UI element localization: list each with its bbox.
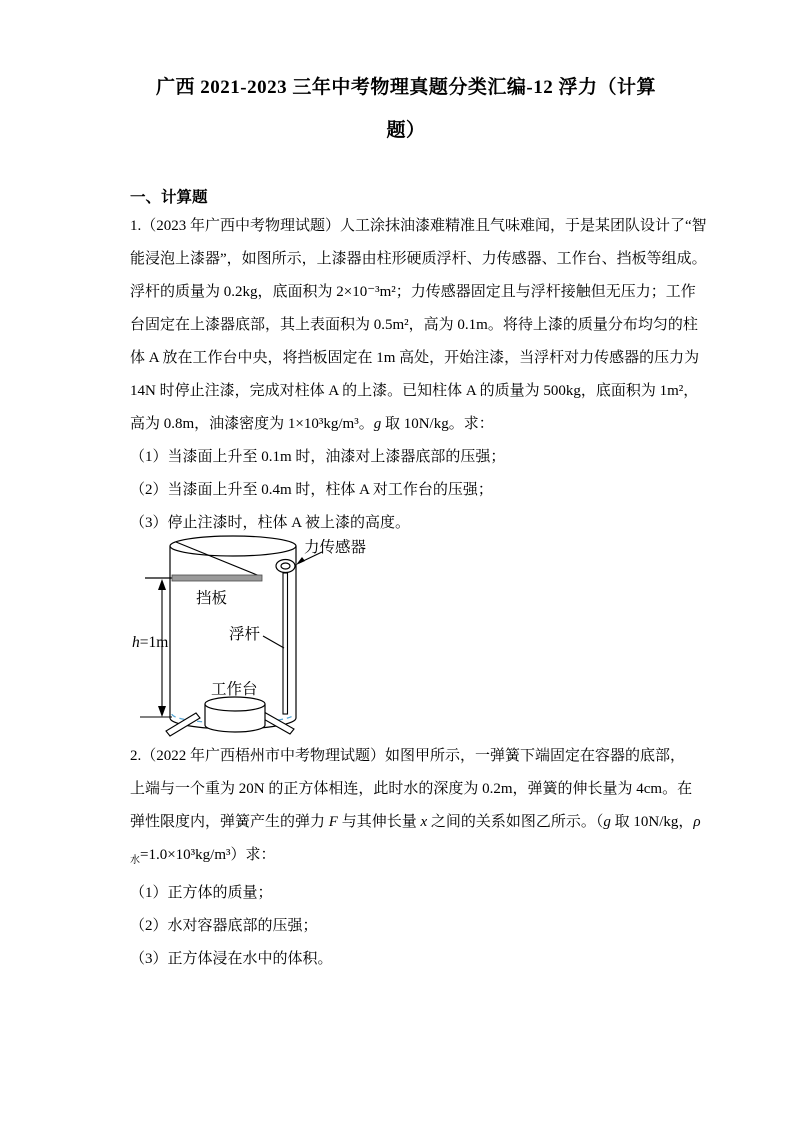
text-run: 2.（2022 年广西梧州市中考物理试题）如图甲所示，一弹簧下端固定在容器的底部， [130, 748, 686, 764]
problem-2-text [130, 740, 701, 976]
text-run: 弹性限度内，弹簧产生的弹力 [130, 814, 329, 830]
text-run: （3）停止注漆时，柱体 A 被上漆的高度。 [130, 515, 411, 531]
rim-to-baffle-line [176, 542, 262, 577]
text-line [130, 877, 682, 910]
baffle-bar [172, 575, 262, 581]
text-line [130, 210, 707, 243]
text-line [130, 474, 682, 507]
text-line [130, 441, 682, 474]
height-label-value: =1m [139, 634, 169, 651]
paint-device-diagram [125, 520, 425, 755]
text-line [130, 910, 682, 943]
text-run: 水 [130, 855, 140, 866]
text-run: F [328, 814, 338, 830]
text-run: =1.0×10³kg/m³）求： [140, 847, 276, 863]
text-line [130, 243, 707, 276]
title-line-2: 题） [386, 120, 426, 141]
text-run: 高为 0.8m，油漆密度为 1×10³kg/m³。 [130, 416, 374, 432]
section-heading: 一、计算题 [130, 189, 208, 206]
text-run: 体 A 放在工作台中央，将挡板固定在 1m 高处，开始注漆，当浮杆对力传感器的压力为 [130, 350, 700, 366]
problem-1-text [130, 210, 707, 540]
text-run: 台固定在上漆器底部，其上表面积为 0.5m²，高为 0.1m。将待上漆的质量分布均匀的柱 [130, 317, 698, 333]
baffle-label: 挡板 [196, 590, 228, 607]
text-line [130, 375, 699, 408]
text-line [130, 276, 696, 309]
document-title [130, 66, 682, 152]
text-run: （3）正方体浸在水中的体积。 [130, 951, 333, 967]
text-run: 取 10N/kg， [610, 814, 694, 830]
text-line [130, 342, 700, 375]
float-rod-pointer-line [263, 636, 284, 648]
title-line-1: 广西 2021-2023 三年中考物理真题分类汇编-12 浮力（计算 [156, 77, 656, 98]
text-run: （1）正方体的质量； [130, 885, 273, 901]
text-line [130, 806, 701, 839]
text-run: 1.（2023 年广西中考物理试题）人工涂抹油漆难精准且气味难闻，于是某团队设计了“智 [130, 218, 707, 234]
force-sensor-label: 力传感器 [304, 539, 367, 556]
text-run: g [603, 814, 611, 830]
text-run: （2）水对容器底部的压强； [130, 918, 318, 934]
text-line [130, 309, 698, 342]
text-run: 浮杆的质量为 0.2kg，底面积为 2×10⁻³m²；力传感器固定且与浮杆接触但无压力；工作 [130, 284, 696, 300]
float-rod [283, 573, 288, 714]
text-run: g [373, 416, 382, 432]
text-run: 与其伸长量 [337, 814, 421, 830]
text-line [130, 408, 682, 441]
workbench-label: 工作台 [211, 681, 258, 698]
text-run: 14N 时停止注漆，完成对柱体 A 的上漆。已知柱体 A 的质量为 500kg，底面积为 1m²， [130, 383, 699, 399]
text-run: 取 10N/kg。求： [381, 416, 494, 432]
workbench-cylinder [205, 697, 265, 732]
text-run: x [420, 814, 428, 830]
text-run: ρ [693, 814, 701, 830]
text-line [130, 839, 682, 877]
float-rod-label: 浮杆 [229, 626, 261, 643]
force-sensor [276, 560, 295, 573]
problem-1-figure [130, 540, 682, 740]
height-label [132, 634, 168, 651]
text-run: 能浸泡上漆器”，如图所示，上漆器由柱形硬质浮杆、力传感器、工作台、挡板等组成。 [130, 251, 707, 267]
height-label-h: h [132, 634, 140, 651]
text-line [130, 773, 693, 806]
text-run: （2）当漆面上升至 0.4m 时，柱体 A 对工作台的压强； [130, 482, 493, 498]
text-run: 上端与一个重为 20N 的正方体相连，此时水的深度为 0.2m，弹簧的伸长量为 4cm。在 [130, 781, 693, 797]
text-line [130, 943, 682, 976]
text-run: （1）当漆面上升至 0.1m 时，油漆对上漆器底部的压强； [130, 449, 506, 465]
text-run: 之间的关系如图乙所示。（ [427, 814, 604, 830]
